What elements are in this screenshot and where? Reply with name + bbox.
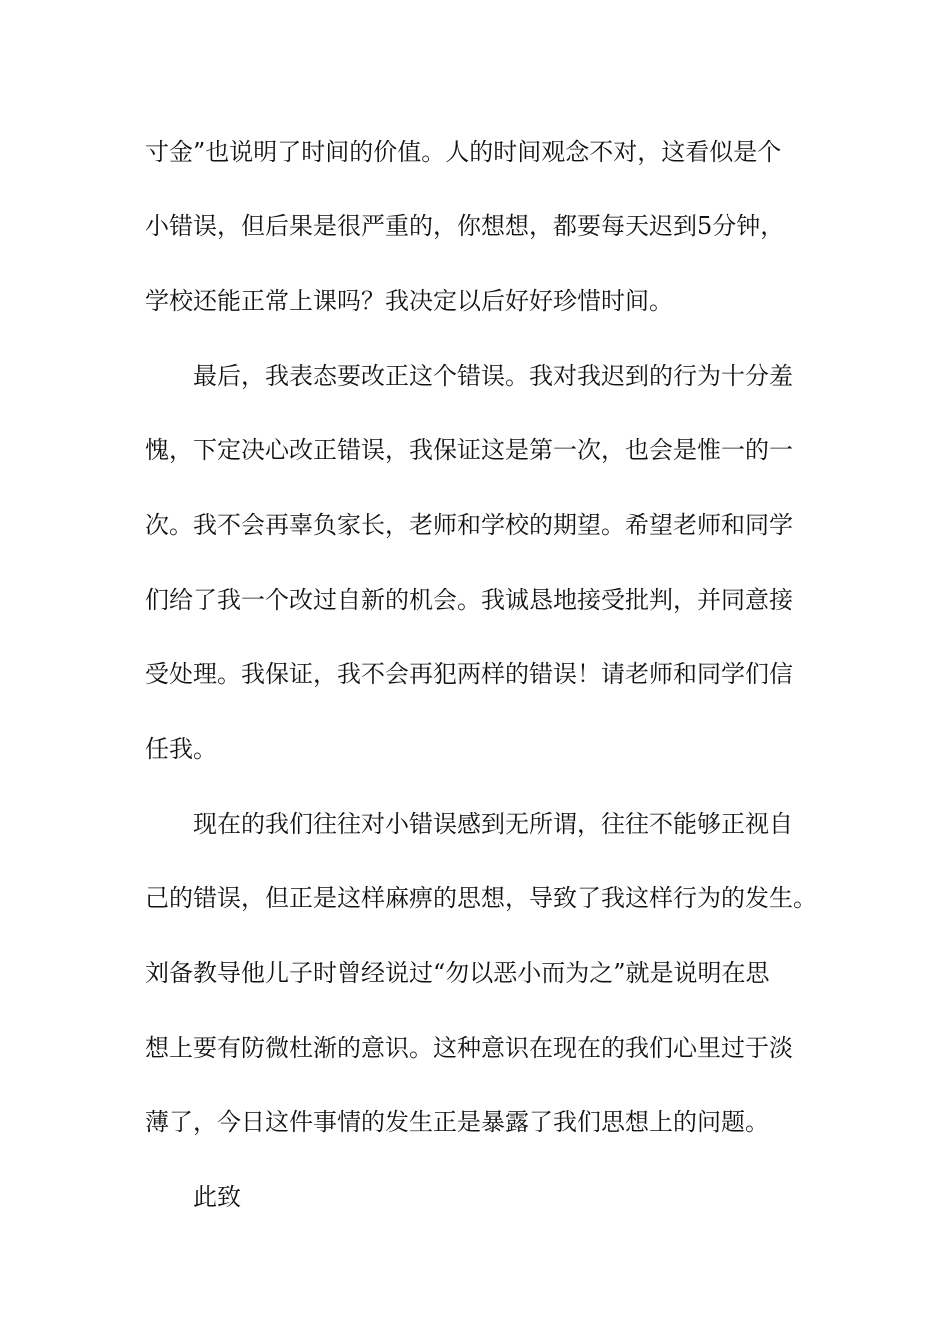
paragraph-first-line: 现在的我们往往对小错误感到无所谓，往往不能够正视自 (193, 810, 793, 838)
text-line: 受处理。我保证，我不会再犯两样的错误！请老师和同学们信 (145, 660, 793, 688)
text-line: 想上要有防微杜渐的意识。这种意识在现在的我们心里过于淡 (145, 1034, 793, 1062)
text-line: 小错误，但后果是很严重的，你想想，都要每天迟到5分钟， (145, 212, 785, 240)
paragraph-first-line: 最后，我表态要改正这个错误。我对我迟到的行为十分羞 (193, 362, 793, 390)
text-line: 们给了我一个改过自新的机会。我诚恳地接受批判，并同意接 (145, 586, 793, 614)
closing-salutation: 此致 (193, 1183, 241, 1211)
text-line: 愧，下定决心改正错误，我保证这是第一次，也会是惟一的一 (145, 436, 793, 464)
text-line: 任我。 (145, 735, 217, 763)
text-line: 次。我不会再辜负家长，老师和学校的期望。希望老师和同学 (145, 511, 793, 539)
text-line: 寸金”也说明了时间的价值。人的时间观念不对，这看似是个 (145, 138, 782, 166)
text-line: 己的错误，但正是这样麻痹的思想，导致了我这样行为的发生。 (145, 884, 817, 912)
text-line: 薄了，今日这件事情的发生正是暴露了我们思想上的问题。 (145, 1108, 769, 1136)
text-line: 学校还能正常上课吗？我决定以后好好珍惜时间。 (145, 287, 673, 315)
text-line: 刘备教导他儿子时曾经说过“勿以恶小而为之”就是说明在思 (145, 959, 770, 987)
